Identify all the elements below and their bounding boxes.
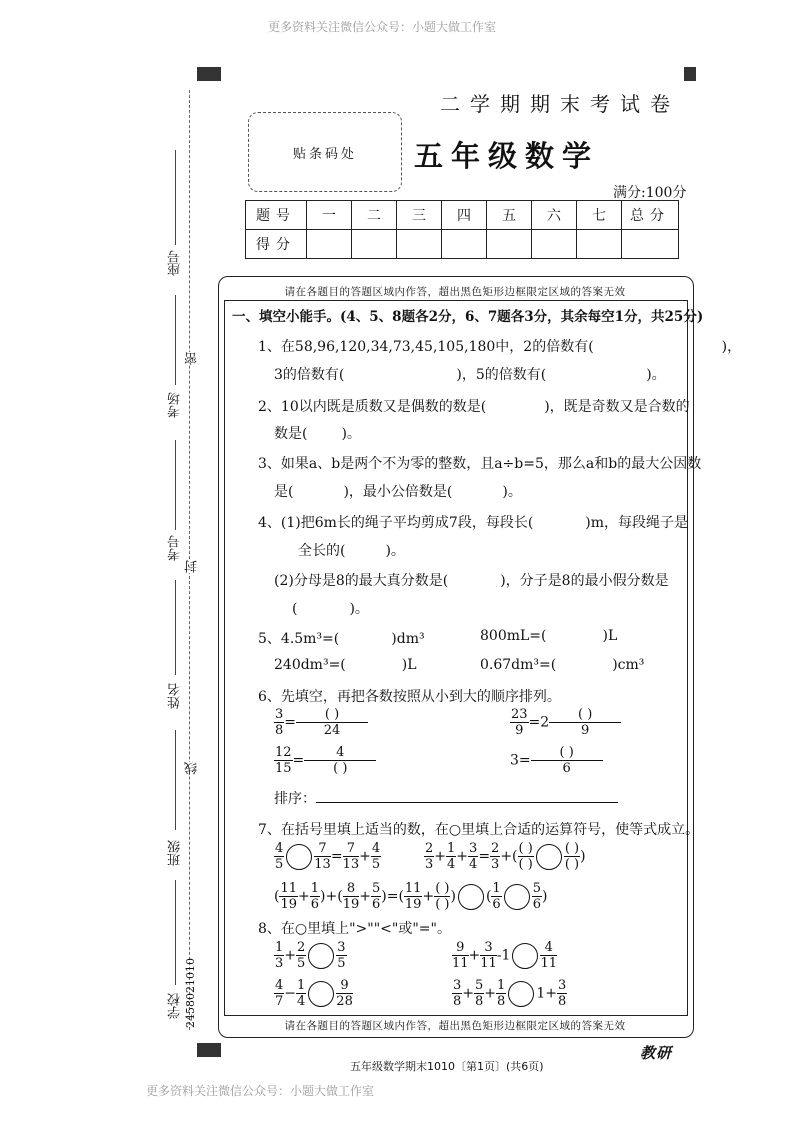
subject-title: 五年级数学 [414, 139, 600, 173]
compare-circle[interactable] [308, 943, 334, 969]
school-label: 学校 [168, 993, 183, 1019]
fraction[interactable]: $\frac{( )}{6}$ [531, 745, 603, 776]
exam-title: 二学期期末考试卷 [440, 92, 680, 116]
score-input-cell[interactable] [532, 230, 577, 259]
score-table [245, 200, 679, 259]
corner-mark-top-left [197, 67, 221, 81]
score-cell: 题号 [246, 201, 307, 230]
blank-fraction[interactable]: $\frac{( )}{( )}$ [518, 841, 533, 872]
seal-mi: 密 [185, 352, 200, 365]
question-4: 4、(1)把6m长的绳子平均剪成7段，每段长( )m，每段绳子是 [258, 515, 689, 531]
question-4-line2: 全长的( )。 [298, 543, 405, 559]
room-label: 考场 [168, 392, 183, 418]
class-line [175, 730, 176, 830]
notice-bottom: 请在各题目的答题区域内作答，超出黑色矩形边框限定区域的答案无效 [284, 1020, 626, 1032]
code-number: 2458021010 [184, 958, 197, 1028]
question-5c: 240dm³=( )L [274, 657, 417, 673]
question-3: 3、如果a、b是两个不为零的整数，且a÷b=5，那么a和b的最大公因数 [258, 456, 702, 472]
question-4-line3: (2)分母是8的最大真分数是( )，分子是8的最小假分数是 [274, 573, 669, 589]
exam-no-line [175, 440, 176, 530]
q7-row-2: ( $\frac{11}{19}$ + $\frac{1}{6}$ )+( $\frac{8}{19}$ + $\frac{5}{6}$ )=( $\frac{11}{19}$ + $\frac{( )}{( )}$ ) ( $\frac{1}{6}$ $\frac{5}{6}$ ) [274, 881, 548, 912]
fraction: $\frac{12}{15}$ [275, 745, 292, 776]
q8-row-2a: $\frac{4}{7}$ − $\frac{1}{4}$ $\frac{9}{28}$ [275, 978, 353, 1009]
fraction: $\frac{3}{8}$ [275, 707, 284, 738]
q6-item-4: 3= $\frac{( )}{6}$ [510, 745, 603, 776]
score-table-header-row [246, 201, 679, 230]
full-score: 满分:100分 [613, 185, 687, 201]
q7-row-1b: $\frac{2}{3}$ + $\frac{1}{4}$ + $\frac{3}{4}$ = $\frac{2}{3}$ +( $\frac{( )}{( )}$ $\frac{( )}{( )}$ ) [425, 841, 586, 872]
score-cell: 四 [442, 201, 487, 230]
score-table-score-row [246, 230, 679, 259]
question-5d: 0.67dm³=( )cm³ [480, 657, 645, 673]
school-line [175, 880, 176, 985]
fraction: $\frac{23}{9}$ [511, 707, 528, 738]
q6-item-3: $\frac{12}{15}$ = $\frac{4}{( )}$ [274, 745, 376, 776]
score-input-cell[interactable] [307, 230, 352, 259]
watermark-bottom: 更多资料关注微信公众号：小题大做工作室 [146, 1084, 375, 1098]
question-2: 2、10以内既是质数又是偶数的数是( )，既是奇数又是合数的 [258, 399, 690, 415]
q8-row-1a: $\frac{1}{3}$ + $\frac{2}{5}$ $\frac{3}{5}$ [275, 940, 346, 971]
score-input-cell[interactable] [487, 230, 532, 259]
q6-item-2: $\frac{23}{9}$ =2 $\frac{( )}{9}$ [510, 707, 621, 738]
operator-circle[interactable] [458, 884, 484, 910]
notice-top: 请在各题目的答题区域内作答，超出黑色矩形边框限定区域的答案无效 [284, 286, 626, 298]
q8-row-1b: $\frac{9}{11}$ + $\frac{3}{11}$ -1 $\frac{4}{11}$ [452, 940, 558, 971]
q6-order: 排序： [274, 788, 618, 808]
operator-circle[interactable] [536, 844, 562, 870]
score-cell: 五 [487, 201, 532, 230]
question-1: 1、在58,96,120,34,73,45,105,180中，2的倍数有( )， [258, 339, 742, 355]
question-6: 6、先填空，再把各数按照从小到大的顺序排列。 [258, 689, 561, 705]
question-3-line2: 是( )，最小公倍数是( )。 [274, 484, 522, 500]
seal-feng: 封 [185, 560, 200, 573]
score-cell: 七 [577, 201, 622, 230]
q8-row-2b: $\frac{3}{8}$ + $\frac{5}{8}$ + $\frac{1}{8}$ 1+ $\frac{3}{8}$ [453, 978, 567, 1009]
score-cell: 一 [307, 201, 352, 230]
question-1-line2: 3的倍数有( )，5的倍数有( )。 [274, 367, 666, 383]
operator-circle[interactable] [504, 884, 530, 910]
score-cell: 得分 [246, 230, 307, 259]
room-line [175, 295, 176, 385]
score-cell: 三 [397, 201, 442, 230]
barcode-area [248, 112, 402, 192]
question-5a: 5、4.5m³=( )dm³ [258, 631, 425, 647]
order-answer-line[interactable] [316, 788, 618, 803]
compare-circle[interactable] [308, 981, 334, 1007]
class-label: 班级 [168, 840, 183, 866]
corner-mark-top-right [684, 67, 696, 81]
q7-row-1: $\frac{4}{5}$ $\frac{7}{13}$ = $\frac{7}{13}$ + $\frac{4}{5}$ [275, 841, 381, 872]
score-input-cell[interactable] [577, 230, 622, 259]
score-input-cell[interactable] [397, 230, 442, 259]
compare-circle[interactable] [512, 943, 538, 969]
seat-label: 座号 [168, 250, 183, 276]
q6-item-1: $\frac{3}{8}$ = $\frac{( )}{24}$ [274, 707, 368, 738]
fraction[interactable]: $\frac{( )}{24}$ [296, 707, 368, 738]
stamp-text: 教研 [640, 1044, 673, 1062]
corner-mark-bottom-left [197, 1043, 221, 1057]
name-label: 姓名 [168, 683, 183, 709]
question-5b: 800mL=( )L [480, 628, 618, 644]
score-cell: 总分 [622, 201, 679, 230]
exam-no-label: 考号 [168, 535, 183, 561]
blank-fraction[interactable]: $\frac{( )}{( )}$ [564, 841, 580, 872]
barcode-label: 贴条码处 [292, 146, 357, 162]
score-input-cell[interactable] [442, 230, 487, 259]
question-7: 7、在括号里填上适当的数，在○里填上合适的运算符号，使等式成立。 [258, 822, 700, 838]
seat-line [175, 150, 176, 245]
score-input-cell[interactable] [352, 230, 397, 259]
score-cell: 六 [532, 201, 577, 230]
blank-fraction[interactable]: $\frac{( )}{( )}$ [435, 881, 450, 912]
section-1-heading: 一、填空小能手。(4、5、8题各2分，6、7题各3分，其余每空1分，共25分) [232, 309, 704, 325]
score-input-cell[interactable] [622, 230, 679, 259]
question-2-line2: 数是( )。 [274, 426, 361, 442]
score-cell: 二 [352, 201, 397, 230]
fraction[interactable]: $\frac{4}{( )}$ [304, 745, 376, 776]
name-line [175, 580, 176, 675]
question-8: 8、在○里填上">""<"或"="。 [258, 921, 451, 937]
seal-xian: 线 [185, 762, 200, 775]
compare-circle[interactable] [508, 981, 534, 1007]
fraction[interactable]: $\frac{( )}{9}$ [549, 707, 621, 738]
question-4-line4: ( )。 [292, 601, 369, 617]
operator-circle[interactable] [286, 844, 312, 870]
page-footer: 五年级数学期末1010〔第1页〕(共6页) [350, 1060, 544, 1073]
watermark-top: 更多资料关注微信公众号：小题大做工作室 [268, 20, 497, 34]
